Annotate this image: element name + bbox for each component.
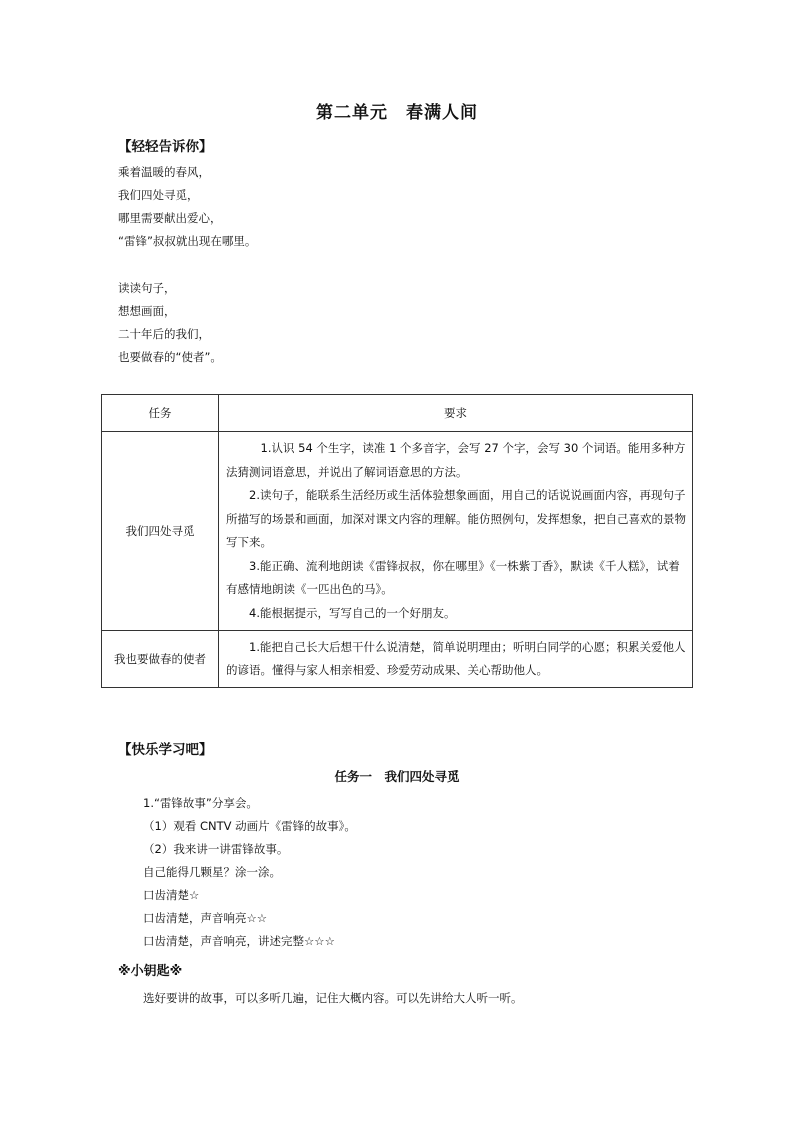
activity-line: 自己能得几颗星？涂一涂。 bbox=[143, 865, 281, 879]
rating-option: 口齿清楚☆ bbox=[143, 888, 200, 902]
rating-option: 口齿清楚，声音响亮，讲述完整☆☆☆ bbox=[143, 934, 335, 948]
activity-line: （1）观看 CNTV 动画片《雷锋的故事》。 bbox=[143, 819, 356, 833]
poem-line: 读读句子， bbox=[118, 281, 176, 295]
requirements-cell bbox=[219, 432, 693, 631]
section-heading-tell-you: 【轻轻告诉你】 bbox=[118, 139, 213, 155]
requirements-cell bbox=[219, 631, 693, 688]
rating-option: 口齿清楚，声音响亮☆☆ bbox=[143, 911, 268, 925]
poem-line: 也要做春的“使者”。 bbox=[118, 350, 222, 364]
poem-line: 哪里需要献出爱心， bbox=[118, 211, 222, 225]
poem-line: 想想画面， bbox=[118, 304, 176, 318]
requirement-item: 3.能正确、流利地朗读《雷锋叔叔，你在哪里》《一株紫丁香》，默读《千人糕》，试着有感情地朗读《一匹出色的马》。 bbox=[226, 558, 680, 596]
poem-line: 我们四处寻觅， bbox=[118, 188, 199, 202]
poem-line: 乘着温暖的春风， bbox=[118, 165, 210, 179]
column-header-task: 任务 bbox=[102, 395, 219, 432]
table-row bbox=[102, 432, 693, 631]
tip-text: 选好要讲的故事，可以多听几遍，记住大概内容。可以先讲给大人听一听。 bbox=[143, 991, 523, 1005]
task-cell: 我们四处寻觅 bbox=[102, 432, 219, 631]
requirement-item: 2.读句子，能联系生活经历或生活体验想象画面，用自己的话说说画面内容，再现句子所描写的场景和画面，加深对课文内容的理解。能仿照例句，发挥想象，把自己喜欢的景物写下来。 bbox=[226, 488, 686, 549]
poem-line: 二十年后的我们， bbox=[118, 327, 210, 341]
requirement-item: 1.能把自己长大后想干什么说清楚，简单说明理由；听明白同学的心愿；积累关爱他人的谚语。懂得与家人相亲相爱、珍爱劳动成果、关心帮助他人。 bbox=[226, 639, 686, 677]
section-heading-happy-learning: 【快乐学习吧】 bbox=[118, 742, 213, 758]
table-row bbox=[102, 631, 693, 688]
table-header-row bbox=[102, 395, 693, 432]
page-title: 第二单元 春满人间 bbox=[316, 103, 478, 123]
activity-line: 1.“雷锋故事”分享会。 bbox=[143, 796, 258, 810]
tip-heading: ※小钥匙※ bbox=[118, 964, 183, 979]
requirements-table bbox=[101, 394, 693, 688]
activity-line: （2）我来讲一讲雷锋故事。 bbox=[143, 842, 289, 856]
column-header-requirements: 要求 bbox=[219, 395, 693, 432]
task-subtitle: 任务一 我们四处寻觅 bbox=[334, 769, 460, 784]
poem-line: “雷锋”叔叔就出现在哪里。 bbox=[118, 234, 257, 248]
requirement-item: 4.能根据提示，写写自己的一个好朋友。 bbox=[249, 605, 456, 620]
requirement-item: 1.认识 54 个生字，读准 1 个多音字，会写 27 个字，会写 30 个词语。能用多种方法猜测词语意思，并说出了解词语意思的方法。 bbox=[226, 441, 686, 479]
task-cell: 我也要做春的使者 bbox=[102, 631, 219, 688]
